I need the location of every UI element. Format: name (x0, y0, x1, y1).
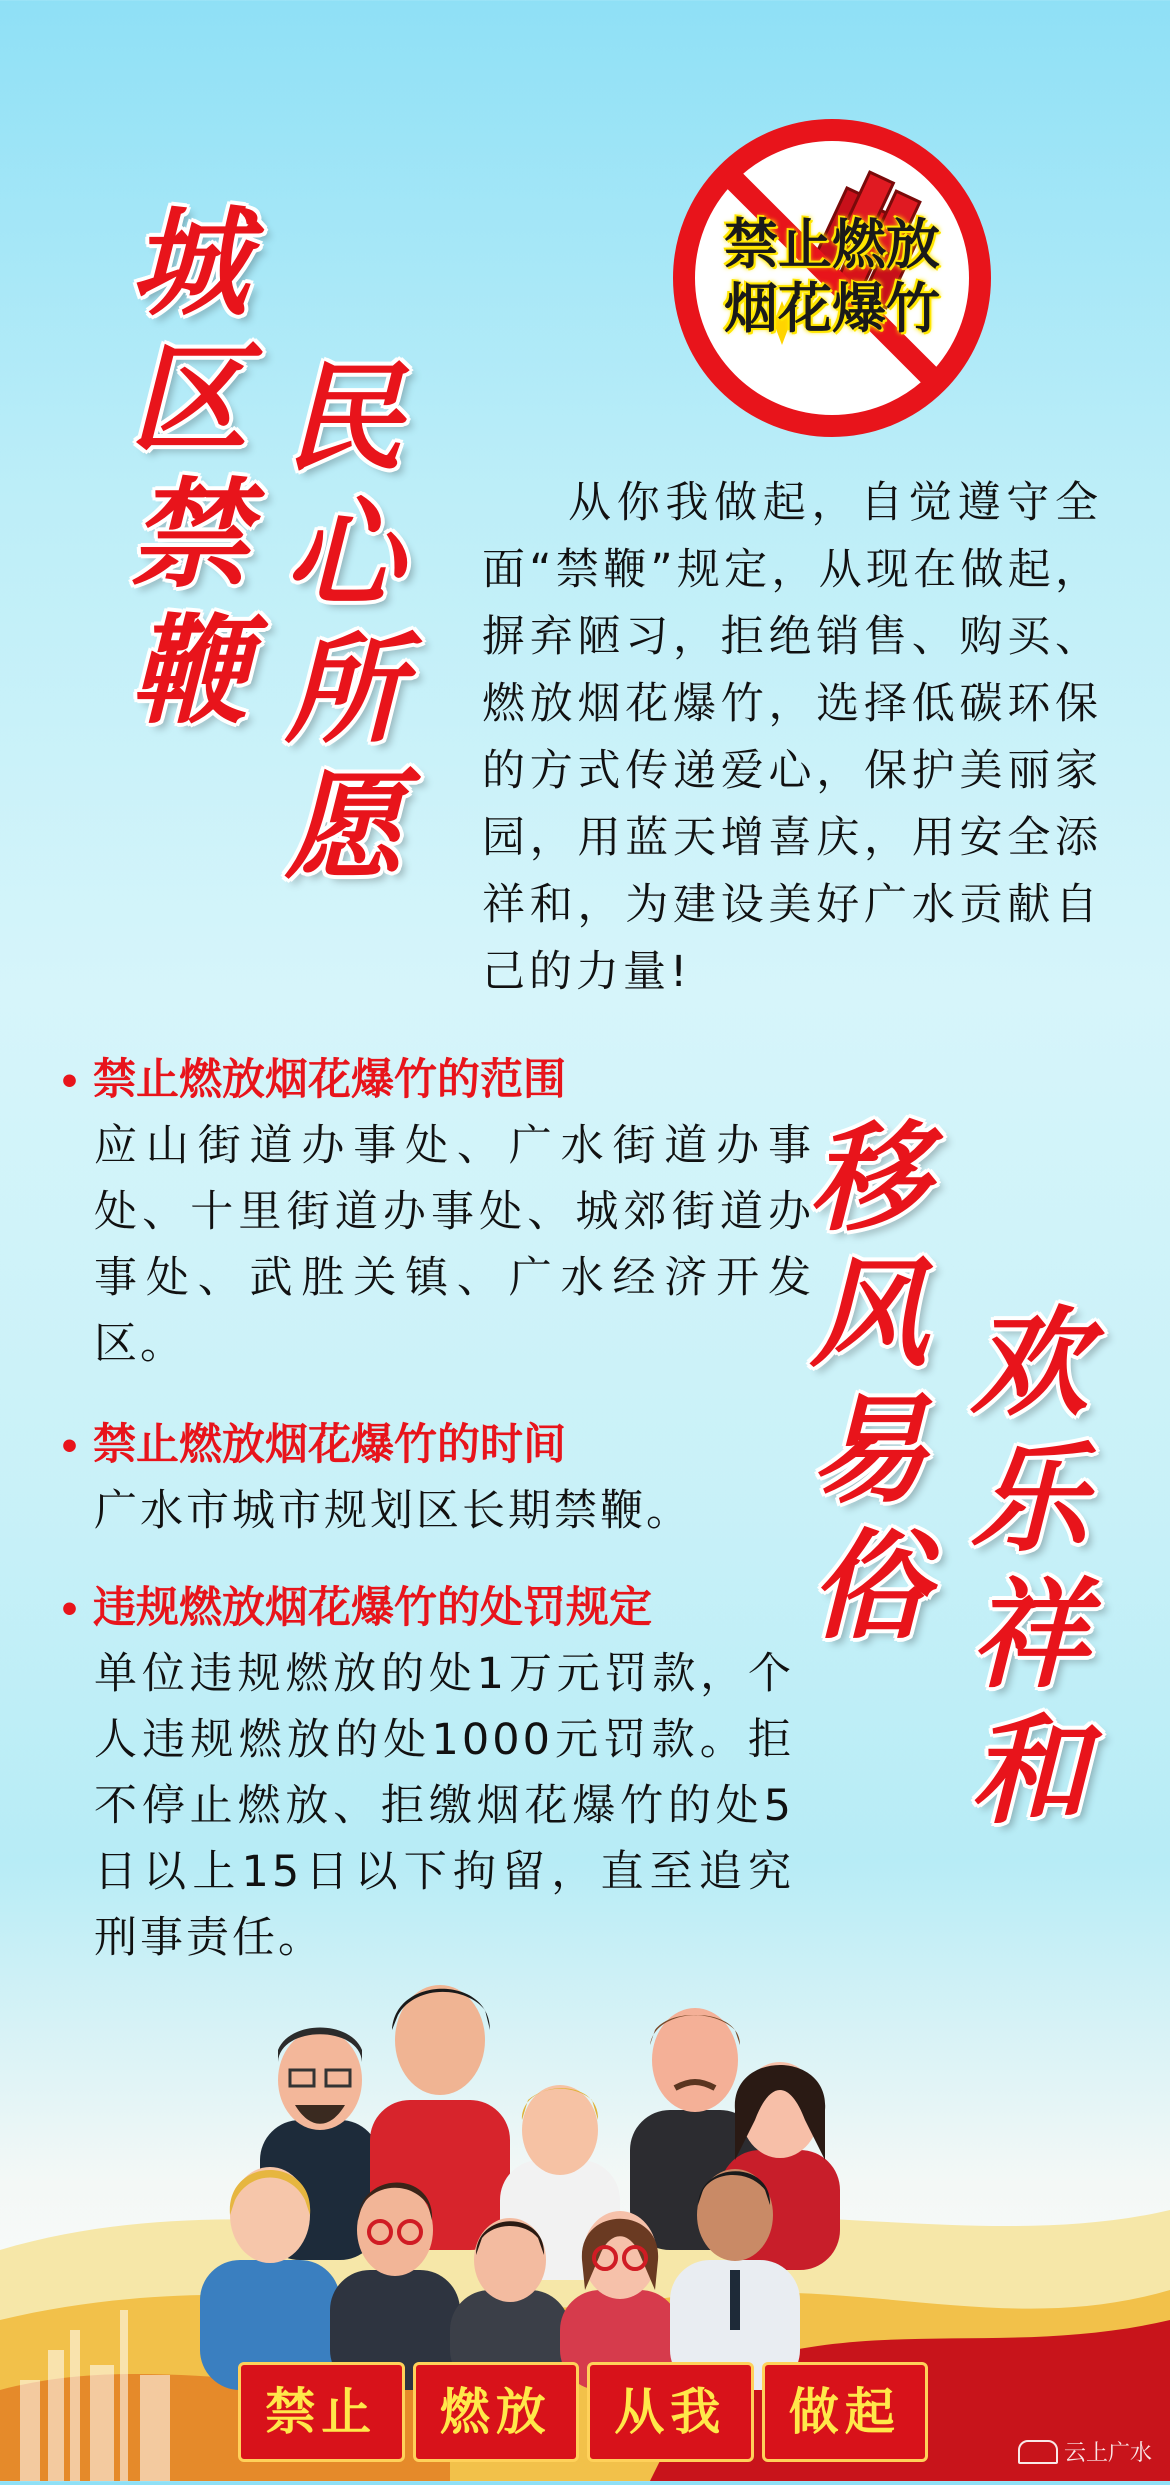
section-body: 广水市城市规划区长期禁鞭。 (94, 1486, 692, 1536)
intro-paragraph: 从你我做起，自觉遵守全面“禁鞭”规定，从现在做起，摒弃陋习，拒绝销售、购买、燃放烟花爆竹，选择低碳环保的方式传递爱心，保护美丽家园，用蓝天增喜庆，用安全添祥和，为建设美好广水贡献自己的力量! (482, 478, 1102, 997)
footer-tile: 做起 (762, 2362, 929, 2462)
footer-tile: 燃放 (413, 2362, 580, 2462)
watermark-logo (1018, 2436, 1152, 2467)
rule-section-scope (58, 1050, 814, 1377)
logo-mark-icon (1018, 2440, 1058, 2464)
footer-slogan-tiles (238, 2362, 928, 2462)
footer-tile: 禁止 (238, 2362, 405, 2462)
rule-section-penalty (58, 1578, 798, 1971)
section-title-text: 禁止燃放烟花爆竹的范围 (93, 1055, 567, 1105)
no-fireworks-sign (672, 118, 992, 438)
section-title-text: 禁止燃放烟花爆竹的时间 (93, 1420, 567, 1470)
crowd-illustration (200, 1970, 1000, 2390)
slogan-city-ban: 城区禁鞭 (110, 200, 249, 744)
slogan-public-wish: 民心所愿 (265, 355, 404, 899)
section-body: 单位违规燃放的处1万元罚款，个人违规燃放的处1000元罚款。拒不停止燃放、拒缴烟花爆竹的处5日以上15日以下拘留，直至追究刑事责任。 (94, 1649, 794, 1963)
section-title: • 禁止燃放烟花爆竹的时间 (58, 1420, 567, 1470)
section-body: 应山街道办事处、广水街道办事处、十里街道办事处、城郊街道办事处、武胜关镇、广水经济开发区。 (94, 1121, 814, 1369)
sign-line-2: 烟花爆竹 (724, 277, 940, 340)
slogan-change-customs: 移风易俗 (790, 1115, 929, 1659)
logo-text: 云上广水 (1063, 2441, 1152, 2466)
section-title-text: 违规燃放烟花爆竹的处罚规定 (93, 1583, 653, 1633)
rule-section-time (58, 1415, 798, 1544)
footer-tile: 从我 (587, 2362, 754, 2462)
slogan-joy-harmony: 欢乐祥和 (950, 1300, 1089, 1844)
sign-line-1: 禁止燃放 (724, 213, 940, 276)
section-title: • 违规燃放烟花爆竹的处罚规定 (58, 1583, 653, 1633)
section-title: • 禁止燃放烟花爆竹的范围 (58, 1055, 567, 1105)
